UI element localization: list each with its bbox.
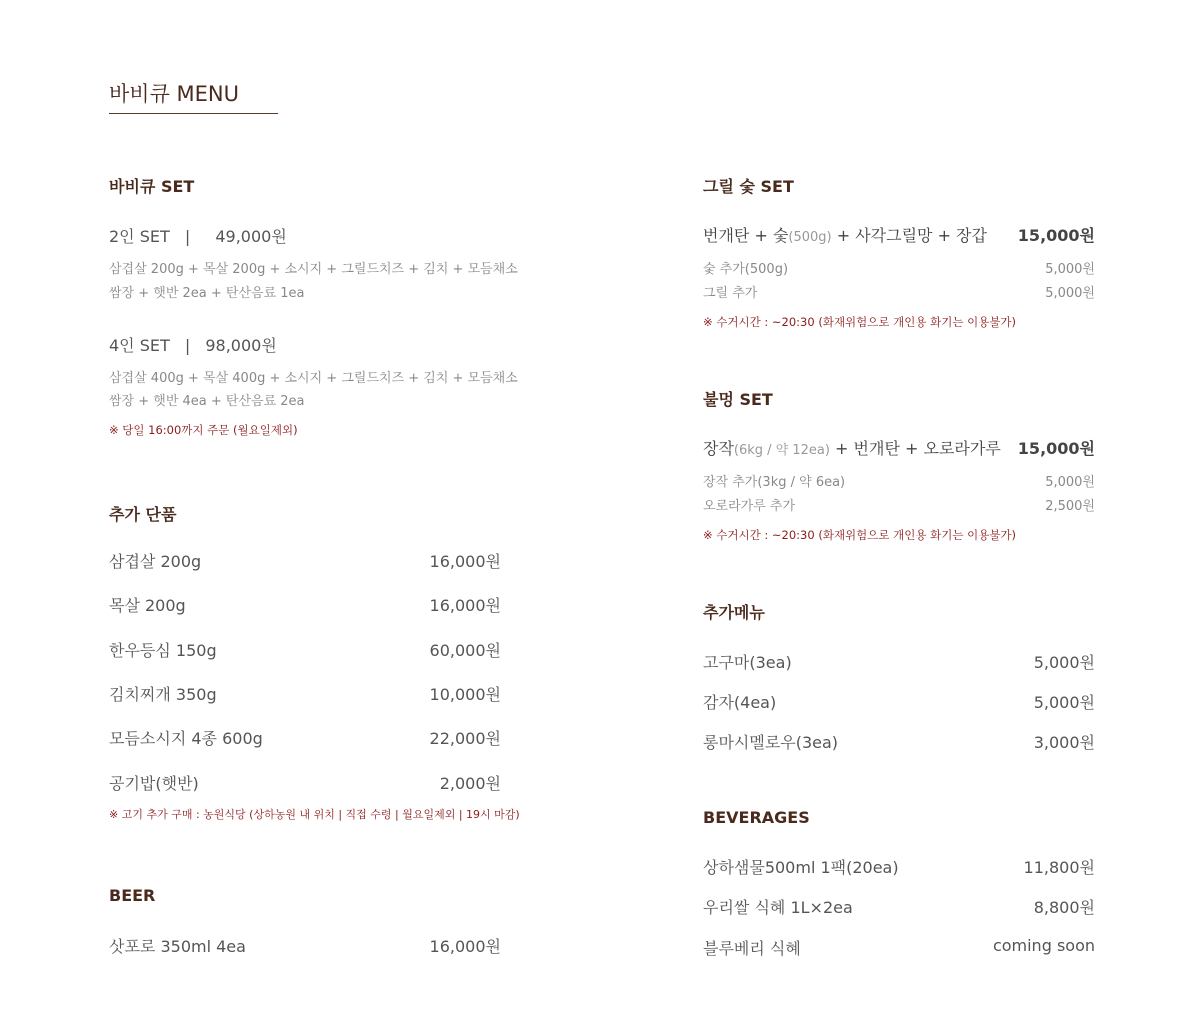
list-item <box>109 638 501 661</box>
list-item <box>109 726 501 749</box>
page-title: 바비큐 MENU <box>109 82 239 106</box>
item-price: 5,000원 <box>1045 475 1095 490</box>
fire-main-b: + 번개탄 + 오로라가루 <box>829 439 1001 458</box>
set2-desc-line1: 삼겹살 200g + 목살 200g + 소시지 + 그릴드치즈 + 김치 + 모듬채소 <box>109 262 518 277</box>
grill-set-main <box>703 223 1095 246</box>
list-item <box>109 682 501 705</box>
set2-desc-line2: 쌈장 + 햇반 2ea + 탄산음료 1ea <box>109 286 305 301</box>
list-item <box>109 549 501 572</box>
fire-set-heading: 불멍 SET <box>703 390 773 409</box>
list-item <box>703 690 1095 713</box>
set4-desc-line1: 삼겹살 400g + 목살 400g + 소시지 + 그릴드치즈 + 김치 + 모듬채소 <box>109 371 518 386</box>
fire-set-note: ※ 수거시간 : ~20:30 (화재위험으로 개인용 화기는 이용불가) <box>703 528 1017 542</box>
set4-label: 4인 SET <box>109 336 170 355</box>
item-name: 그릴 추가 <box>703 286 758 301</box>
grill-main-a: 번개탄 + 숯 <box>703 226 789 245</box>
set4-divider: | <box>184 336 191 355</box>
grill-main-b: + 사각그릴망 + 장갑 <box>831 226 987 245</box>
item-price: 22,000원 <box>429 729 501 748</box>
set2-divider: | <box>184 227 191 246</box>
set2-price: 49,000원 <box>215 227 287 246</box>
item-price: 10,000원 <box>429 685 501 704</box>
extra-heading: 추가 단품 <box>109 505 177 524</box>
grill-set-note: ※ 수거시간 : ~20:30 (화재위험으로 개인용 화기는 이용불가) <box>703 315 1017 329</box>
bbq-set-note: ※ 당일 16:00까지 주문 (월요일제외) <box>109 423 298 437</box>
bbq-set-heading: 바비큐 SET <box>109 177 195 196</box>
set2-label: 2인 SET <box>109 227 170 246</box>
item-name: 목살 200g <box>109 596 186 615</box>
fire-main-a: 장작 <box>703 439 734 458</box>
set4-desc-line2: 쌈장 + 햇반 4ea + 탄산음료 2ea <box>109 394 305 409</box>
item-price: 16,000원 <box>429 552 501 571</box>
set4-header <box>109 333 277 356</box>
item-name: 고구마(3ea) <box>703 653 792 672</box>
grill-set-price: 15,000원 <box>1017 226 1095 245</box>
fire-set-price: 15,000원 <box>1017 439 1095 458</box>
list-item <box>703 258 1095 277</box>
item-name: 롱마시멜로우(3ea) <box>703 733 839 752</box>
item-name: 장작 추가(3kg / 약 6ea) <box>703 475 846 490</box>
item-price: 16,000원 <box>429 937 501 956</box>
list-item <box>109 593 501 616</box>
grill-set-main-desc <box>703 223 987 246</box>
item-price: 11,800원 <box>1023 858 1095 877</box>
fire-set-main <box>703 436 1095 459</box>
item-name: 한우등심 150g <box>109 641 217 660</box>
item-price: 16,000원 <box>429 596 501 615</box>
list-item <box>703 936 1095 959</box>
item-price: 5,000원 <box>1033 693 1095 712</box>
extra-note: ※ 고기 추가 구매 : 농원식당 (상하농원 내 위치 | 직접 수령 | 월요일제외 | 19시 마감) <box>109 808 520 821</box>
item-price: 60,000원 <box>429 641 501 660</box>
item-name: 공기밥(햇반) <box>109 774 199 793</box>
item-price: 2,000원 <box>439 774 501 793</box>
list-item <box>703 730 1095 753</box>
item-price: 5,000원 <box>1033 653 1095 672</box>
item-price: 2,500원 <box>1045 499 1095 514</box>
item-price: 5,000원 <box>1045 286 1095 301</box>
title-underline <box>109 113 278 114</box>
item-name: 김치찌개 350g <box>109 685 217 704</box>
list-item <box>703 495 1095 514</box>
fire-set-main-desc <box>703 436 1001 459</box>
fire-main-sub: (6kg / 약 12ea) <box>733 443 830 458</box>
item-name: 숯 추가(500g) <box>703 262 789 277</box>
item-price: 3,000원 <box>1033 733 1095 752</box>
list-item <box>703 855 1095 878</box>
list-item <box>109 771 501 794</box>
grill-main-sub: (500g) <box>788 230 832 245</box>
list-item <box>703 650 1095 673</box>
beverages-heading: BEVERAGES <box>703 808 810 827</box>
item-name: 오로라가루 추가 <box>703 499 796 514</box>
item-name: 모듬소시지 4종 600g <box>109 729 263 748</box>
item-name: 우리쌀 식혜 1L×2ea <box>703 898 853 917</box>
grill-set-heading: 그릴 숯 SET <box>703 177 794 196</box>
list-item <box>703 895 1095 918</box>
set2-header <box>109 224 287 247</box>
item-price: coming soon <box>992 936 1095 955</box>
item-price: 8,800원 <box>1033 898 1095 917</box>
beer-heading: BEER <box>109 886 156 905</box>
extra-menu-heading: 추가메뉴 <box>703 603 765 622</box>
item-name: 감자(4ea) <box>703 693 777 712</box>
list-item <box>703 282 1095 301</box>
list-item <box>703 471 1095 490</box>
item-name: 삿포로 350ml 4ea <box>109 937 246 956</box>
list-item <box>109 934 501 957</box>
item-name: 삼겹살 200g <box>109 552 202 571</box>
item-name: 블루베리 식혜 <box>703 939 801 958</box>
item-price: 5,000원 <box>1045 262 1095 277</box>
set4-price: 98,000원 <box>205 336 277 355</box>
item-name: 상하샘물500ml 1팩(20ea) <box>703 858 899 877</box>
